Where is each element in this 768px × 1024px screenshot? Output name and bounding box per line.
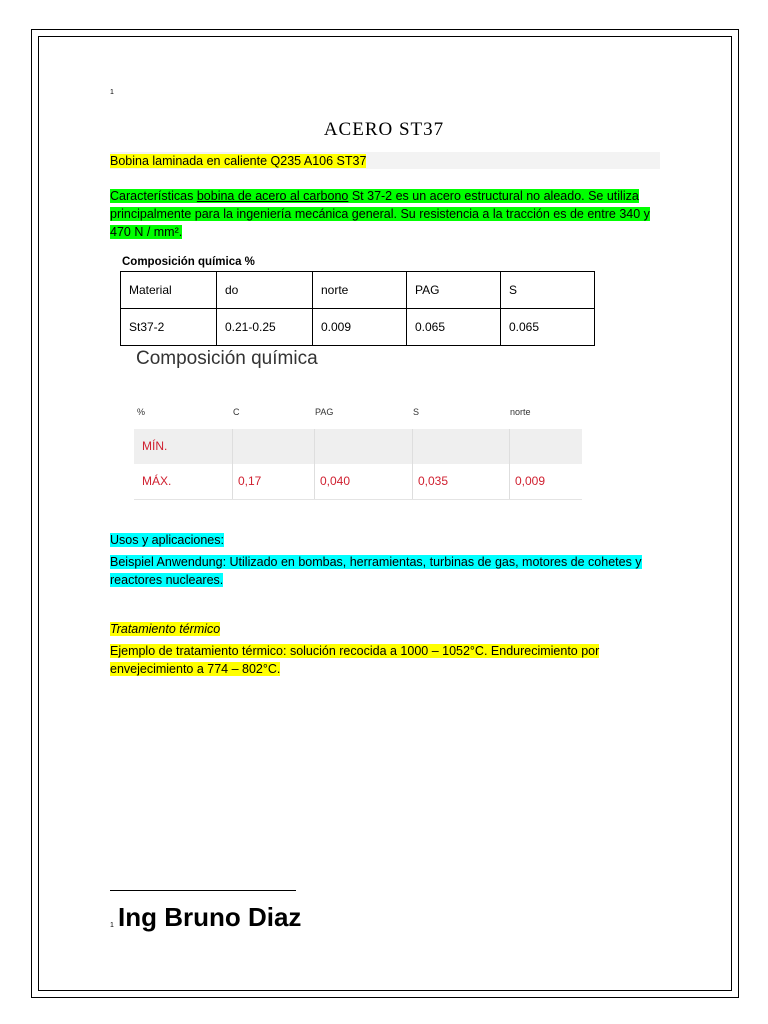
heat-paragraph — [110, 642, 655, 678]
subtitle-line — [110, 152, 366, 170]
table-header-cell: Material — [121, 272, 217, 309]
uses-text: Beispiel Anwendung: Utilizado en bombas, herramientas, turbinas de gas, motores de cohetes y reactores nucleares. — [110, 555, 642, 587]
table-cell: 0.009 — [313, 309, 407, 346]
table-header-cell: PAG — [407, 272, 501, 309]
table-row — [121, 309, 595, 346]
composition-header-cell: S — [413, 407, 420, 417]
table-cell: 0,040 — [320, 474, 351, 488]
footnote-marker: 1 — [110, 89, 114, 96]
characteristics-paragraph — [110, 187, 650, 241]
table-cell: St37-2 — [121, 309, 217, 346]
composition-image-title: Composición química — [136, 348, 318, 369]
column-divider — [232, 429, 233, 499]
table-row — [134, 429, 582, 464]
column-divider — [509, 429, 510, 499]
table-cell: 0,17 — [238, 474, 262, 488]
footnote-rule — [110, 890, 296, 891]
table-header-cell: norte — [313, 272, 407, 309]
table-cell: 0.065 — [407, 309, 501, 346]
uses-heading-line — [110, 531, 224, 549]
table-cell: MÁX. — [142, 474, 172, 488]
column-divider — [314, 429, 315, 499]
heat-heading-line — [110, 620, 220, 638]
composition-header-cell: norte — [510, 407, 531, 417]
composition-header-cell: C — [233, 407, 240, 417]
uses-paragraph — [110, 553, 655, 589]
table-cell: 0,009 — [515, 474, 546, 488]
page-title: ACERO ST37 — [323, 119, 445, 140]
composition-image-table — [134, 429, 582, 499]
column-divider — [412, 429, 413, 499]
page-border-inner — [38, 36, 732, 991]
author-footnote-marker: 1 — [110, 922, 114, 929]
characteristics-text: St 37-2 es un acero estructural no aleado. Se utiliza principalmente para la ingeniería mecánica general. Su resistencia a la tracción es de entre 340 y 470 N / mm². — [110, 189, 650, 239]
table-header-row — [121, 272, 595, 309]
table-cell: 0.065 — [501, 309, 595, 346]
uses-heading: Usos y aplicaciones: — [110, 533, 224, 547]
composition-header-cell: PAG — [315, 407, 334, 417]
table-cell: 0.21-0.25 — [217, 309, 313, 346]
subtitle-text: Bobina laminada en caliente Q235 A106 ST37 — [110, 154, 367, 168]
heat-text: Ejemplo de tratamiento térmico: solución recocida a 1000 – 1052°C. Endurecimiento por envejecimiento a 774 – 802°C. — [110, 644, 600, 676]
table-cell: MÍN. — [142, 439, 168, 453]
table-header-cell: do — [217, 272, 313, 309]
steel-coil-link[interactable]: bobina de acero al carbono — [196, 189, 349, 203]
composition-header-cell: % — [137, 407, 146, 417]
table-header-cell: S — [501, 272, 595, 309]
characteristics-label: Características — [110, 189, 194, 203]
heat-heading: Tratamiento térmico — [110, 622, 221, 636]
table1-caption: Composición química % — [122, 256, 255, 268]
composition-table — [120, 271, 595, 346]
author-name: Ing Bruno Diaz — [118, 902, 302, 932]
table-cell: 0,035 — [418, 474, 449, 488]
